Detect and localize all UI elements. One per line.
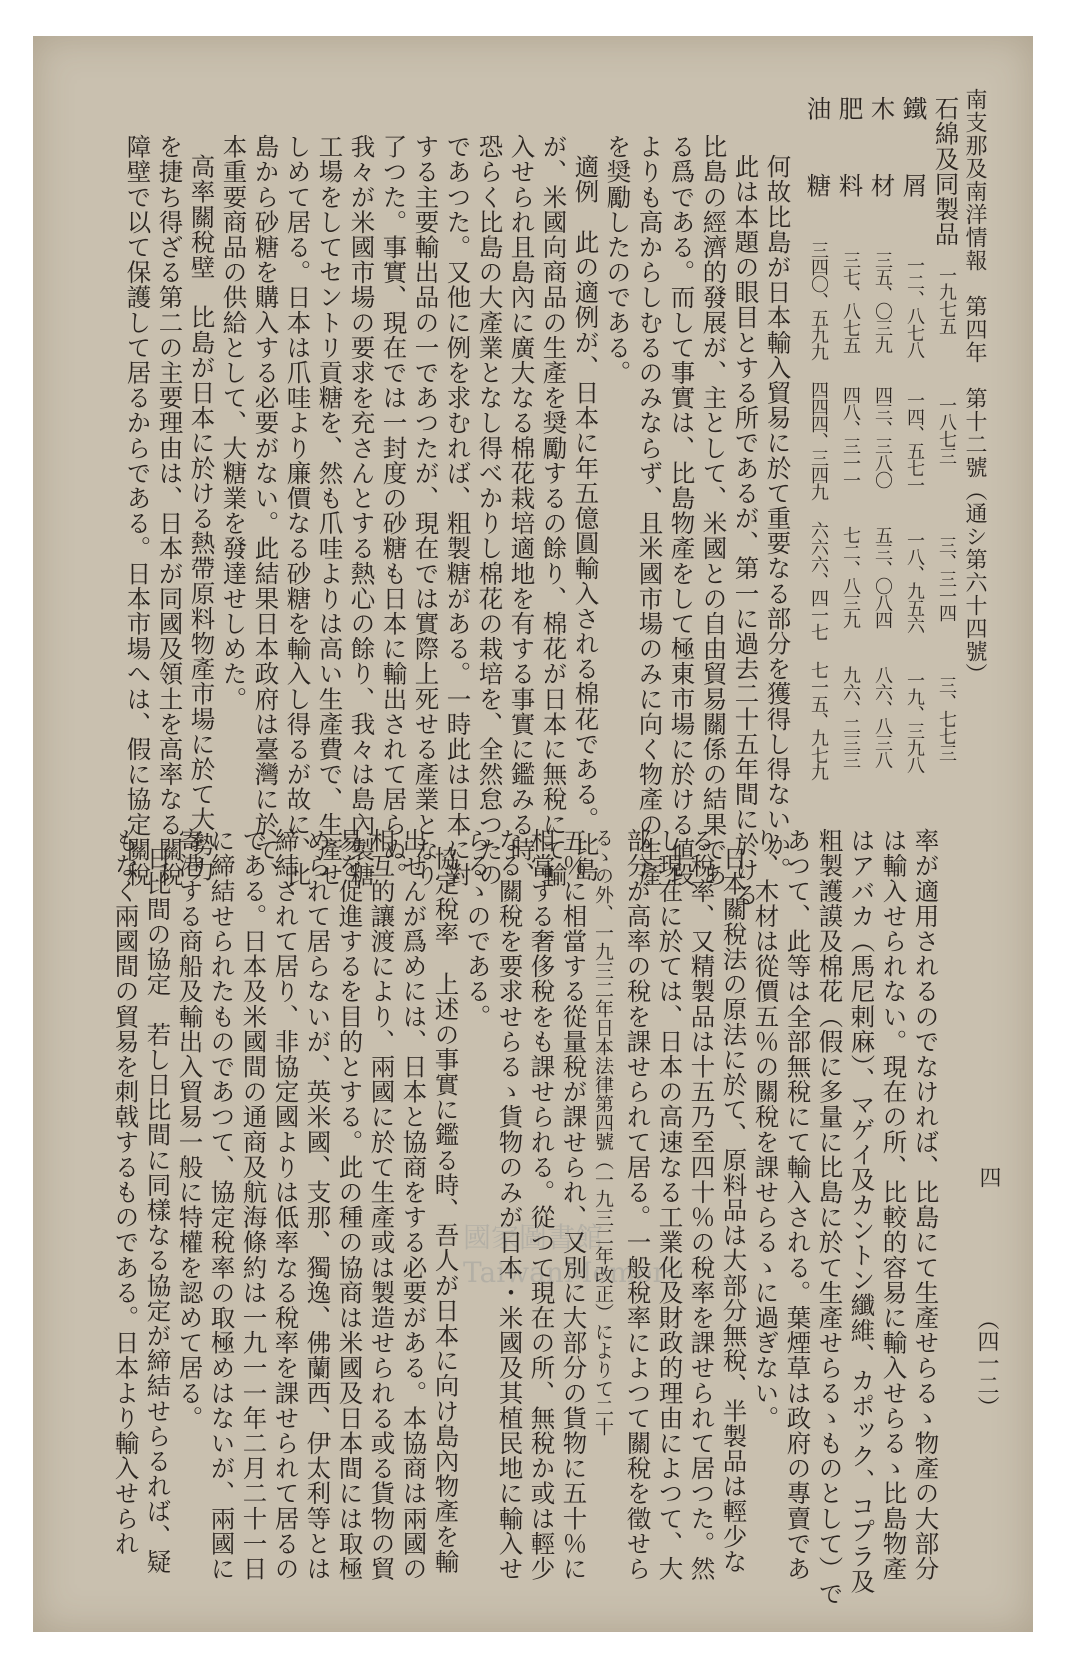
text-line: 障壁で以て保護して居るからである。日本市場へは、假に協定關稅 bbox=[123, 134, 153, 887]
text-line: もなく兩國間の貿易を刺戟するものである。日本より輸入せられ bbox=[111, 828, 141, 1556]
text-line: 相互的讓渡により、兩國に於て生產或は製造せられる或る貨物の貿 bbox=[367, 828, 397, 1581]
table-cell: 一四、五七一 bbox=[904, 391, 925, 493]
table-item: 鐵 屑 bbox=[899, 96, 929, 212]
text-line: り、木材は從價五％の關稅を課せらるゝに過ぎない。 bbox=[751, 828, 781, 1431]
text-line: らるゝのである。 bbox=[463, 828, 493, 1029]
text-line: 本重要商品の供給として、大糖業を發達せしめた。 bbox=[219, 134, 249, 712]
table-cell: 一九七五 bbox=[936, 266, 957, 334]
text-line: 寄港する商船及輸出入貿易一般に特權を認めて居る。 bbox=[175, 828, 205, 1431]
watermark-line: TaiwanMemory bbox=[463, 1256, 682, 1289]
page-scan bbox=[33, 36, 1033, 1632]
watermark-line: 國家圖書館 bbox=[463, 1221, 604, 1254]
text-line: る稅率、又精製品は十五乃至四十％の稅率を課せられて居つた。然 bbox=[687, 828, 717, 1581]
table-item: 木 材 bbox=[867, 96, 897, 212]
table-cell: 七一五、九七九 bbox=[808, 661, 829, 780]
table-cell: 一九、三九八 bbox=[904, 671, 925, 773]
text-line: 日本關稅法の原法に於て、原料品は大部分無稅、半製品は輕少な bbox=[719, 846, 749, 1574]
text-line: 我々が米國市場の要求を充さんとする熱心の餘り、我々は島內製糖 bbox=[347, 134, 377, 887]
table-cell: 三七、八七五 bbox=[840, 251, 861, 353]
text-line: 入せられ且島內に廣大なる棉花栽培適地を有する事實に鑑みる時、 bbox=[507, 134, 537, 887]
text-line: 粗製護謨及棉花（假に多量に比島に於て生產せらるゝものとして）で bbox=[815, 828, 845, 1607]
table-cell: 四四四、三四九 bbox=[808, 381, 829, 500]
text-line: 了つた。事實、現在では一封度の砂糖も日本に輸出されて居らぬ。 bbox=[379, 134, 409, 887]
text-line: るゝの外、一九三二年日本法律第四號（一九三二年改正）によりて二十 bbox=[592, 828, 614, 1436]
table-cell: 三五、〇三九 bbox=[872, 251, 893, 353]
table-item: 石綿及同製品 bbox=[931, 96, 961, 247]
text-line: 相當する奢侈稅をも課せられる。從つて現在の所、無稅か或は輕少 bbox=[527, 828, 557, 1581]
text-line: 易を促進するを目的とする。此の種の協商は米國及日本間には取極 bbox=[335, 828, 365, 1581]
table-item: 油 糖 bbox=[803, 96, 833, 212]
table-cell: 九六、二三三 bbox=[840, 666, 861, 768]
text-line: する主要輸出品の一であつたが、現在では實際上死せる產業となり bbox=[411, 134, 441, 887]
text-line: 協定稅率 上述の事實に鑑る時、吾人が日本に向け島內物產を輸 bbox=[431, 846, 461, 1574]
text-line: 比島の經濟的發展が、主として、米國との自由貿易關係の結果であ bbox=[699, 134, 729, 887]
text-line: 此は本題の眼目とする所であるが、第一に過去二十五年間に於ける bbox=[731, 154, 761, 907]
text-line: はアバカ（馬尼剌麻）、マゲイ及カントン纖維、カポック、コプラ及 bbox=[847, 828, 877, 1594]
text-line: 高率關稅壁 比島が日本に於ける熱帶原料物產市場に於て大勢力 bbox=[187, 154, 217, 882]
text-line: 締結されて居り、非協定國よりは低率なる稅率を課せられて居るの bbox=[271, 828, 301, 1581]
table-cell: 六六六、四一七 bbox=[808, 521, 829, 640]
text-line: められて居らないが、英米國、支那、獨逸、佛蘭西、伊太利等とは bbox=[303, 828, 333, 1581]
library-watermark bbox=[463, 1216, 913, 1396]
text-line: であつた。又他に例を求むれば、粗製糖がある。一時此は日本に對 bbox=[443, 134, 473, 887]
text-line: 恐らく比島の大產業となし得べかりし棉花の栽培を、全然怠つたの bbox=[475, 134, 505, 887]
text-line: あつて、此等は全部無稅にて輸入される。葉煙草は政府の專賣であ bbox=[783, 828, 813, 1581]
table-cell: 四三、三八〇 bbox=[872, 386, 893, 488]
text-line: 適例 此の適例が、日本に年五億圓輸入される棉花である。比島 bbox=[571, 154, 601, 882]
table-cell: 一八、九五六 bbox=[904, 531, 925, 633]
text-line: る爲である。而して事實は、比島物產をして極東市場に於ける値段 bbox=[667, 134, 697, 887]
text-line: を奨勵したのである。 bbox=[603, 134, 633, 385]
text-line: 率が適用されるのでなければ、比島にて生產せらるゝ物產の大部分 bbox=[911, 828, 941, 1581]
running-header: 南支那及南洋情報 第四年 第十二號（通シ第六十四號） bbox=[962, 88, 987, 686]
text-line: 日比間の協定 若し日比間に同樣なる協定が締結せらるれば、疑 bbox=[143, 846, 173, 1574]
text-line: 五％に相當する從量稅が課せられ、又別に大部分の貨物に五十％に bbox=[559, 828, 589, 1581]
text-line: が、米國向商品の生產を奨勵するの餘り、棉花が日本に無稅にて輸 bbox=[539, 134, 569, 887]
text-line: 出せんが爲めには、日本と協商をする必要がある。本協商は兩國の bbox=[399, 828, 429, 1581]
table-cell: 三、七七三 bbox=[936, 676, 957, 761]
table-cell: 一八七三 bbox=[936, 396, 957, 464]
table-item: 肥 料 bbox=[835, 96, 865, 212]
table-cell: 八六、八三八 bbox=[872, 666, 893, 768]
text-line: よりも高からしむるのみならず、且米國市場のみに向く物產の生產 bbox=[635, 134, 665, 887]
text-line: 島から砂糖を購入する必要がない。此結果日本政府は臺灣に於て、 bbox=[251, 134, 281, 887]
table-cell: 一二、八七八 bbox=[904, 256, 925, 358]
text-line: を捷ち得ざる第二の主要理由は、日本が同國及領土を高率なる關稅 bbox=[155, 134, 185, 887]
page-number-kanji: 四 bbox=[976, 1166, 1001, 1188]
table-cell: 四八、三一一 bbox=[840, 386, 861, 488]
table-cell: 七二、八三九 bbox=[840, 526, 861, 628]
text-line: なる關稅を要求せらるゝ貨物のみが日本・米國及其植民地に輸入せ bbox=[495, 828, 525, 1581]
text-line: である。日本及米國間の通商及航海條約は一九一一年二月二十一日 bbox=[239, 828, 269, 1581]
text-line: し現在に於ては、日本の高速なる工業化及財政的理由によつて、大 bbox=[655, 828, 685, 1581]
table-cell: 三四〇、五九九 bbox=[808, 241, 829, 360]
text-line: しめて居る。日本は爪哇より廉價なる砂糖を輸入し得るが故に、比 bbox=[283, 134, 313, 887]
table-cell: 三、三一四 bbox=[936, 536, 957, 621]
text-line: 部分が高率の稅を課せられて居る。一般稅率によつて關稅を徵せら bbox=[623, 828, 653, 1581]
table-cell: 五三、〇八四 bbox=[872, 526, 893, 628]
text-line: 工場をしてセントリ貢糖を、然も爪哇よりは高い生產費で、生產せ bbox=[315, 134, 345, 887]
text-line: 何故比島が日本輸入貿易に於て重要なる部分を獲得し得ないか。 bbox=[763, 154, 793, 882]
text-line: に締結せられたものであつて、協定稅率の取極めはないが、兩國に bbox=[207, 828, 237, 1581]
page-number-total: （四一二） bbox=[974, 1308, 999, 1418]
text-line: は輸入せられない。現在の所、比較的容易に輸入せらるゝ比島物產 bbox=[879, 828, 909, 1581]
